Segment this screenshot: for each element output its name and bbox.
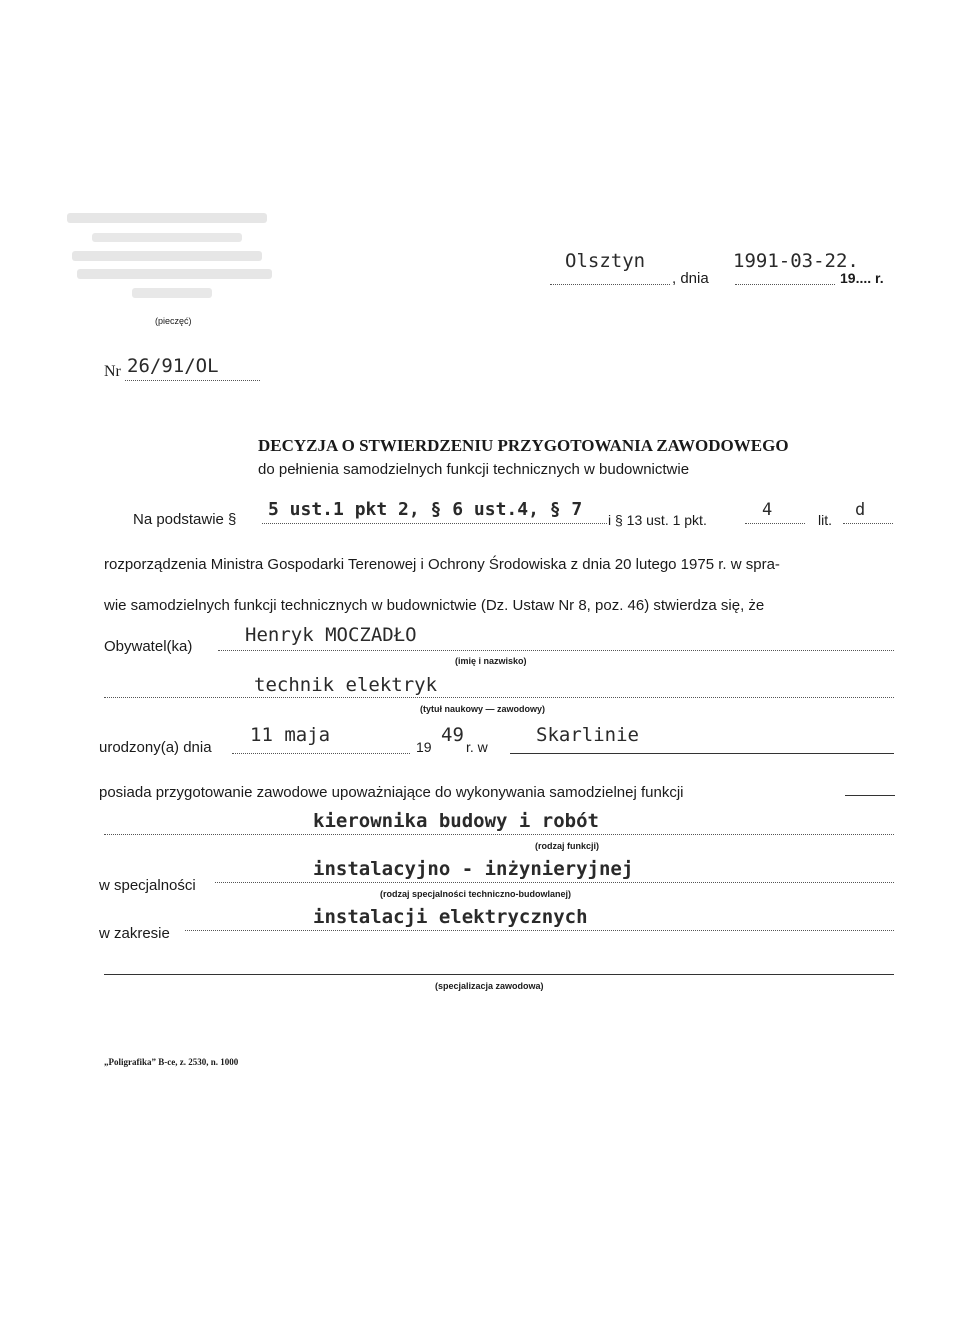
basis-label: Na podstawie § [133,511,237,528]
speciality-label: w specjalności [99,877,196,894]
basis-lit-value: d [855,500,866,520]
number-dotted-line [125,380,260,381]
place-prefix: r. w [466,739,488,755]
function-dotted-line [104,834,894,835]
basis-pkt-value: 4 [762,500,773,520]
basis-typed-value: 5 ust.1 pkt 2, § 6 ust.4, § 7 [268,499,583,520]
body-line-2: wie samodzielnych funkcji technicznych w budownictwie (Dz. Ustaw Nr 8, poz. 46) stwierdza się, że [104,597,765,614]
scope-caption: (specjalizacja zawodowa) [435,981,544,991]
title-dotted-line [104,697,894,698]
number-value: 26/91/OL [127,355,219,377]
citizen-label: Obywatel(ka) [104,638,193,655]
born-year: 49 [441,724,464,746]
lit-dotted-line [843,523,893,524]
born-date-dotted-line [232,753,410,754]
place-value: Olsztyn [565,250,646,272]
intro-line [845,795,895,796]
basis-mid-text: i § 13 ust. 1 pkt. [608,512,707,528]
qualification-intro: posiada przygotowanie zawodowe upoważniające do wykonywania samodzielnej funkcji [99,784,684,801]
speciality-value: instalacyjno - inżynieryjnej [313,858,634,880]
document-title: DECYZJA O STWIERDZENIU PRZYGOTOWANIA ZAWODOWEGO [258,436,789,455]
name-caption: (imię i nazwisko) [455,656,527,666]
document-subtitle: do pełnienia samodzielnych funkcji technicznych w budownictwie [258,461,690,478]
pkt-dotted-line [745,523,805,524]
scope-value: instalacji elektrycznych [313,906,588,928]
body-line-1: rozporządzenia Ministra Gospodarki Terenowej i Ochrony Środowiska z dnia 20 lutego 1975 r. w spra- [104,556,780,573]
basis-dotted-line [262,523,607,524]
born-place: Skarlinie [536,724,639,746]
year-prefix: 19 [416,739,432,755]
stamp-graphic [62,205,282,310]
name-dotted-line [218,650,894,651]
speciality-dotted-line [215,882,894,883]
stamp-impression [62,205,282,310]
date-value: 1991-03-22. [733,250,859,272]
function-caption: (rodzaj funkcji) [535,841,600,851]
basis-lit-label: lit. [818,512,832,528]
scope-dotted-line [185,930,894,931]
born-label: urodzony(a) dnia [99,739,212,756]
born-place-line [510,753,894,754]
printer-imprint: „Poligrafika” B-ce, z. 2530, n. 1000 [104,1057,239,1067]
year-suffix: 19.... r. [840,270,884,286]
stamp-caption: (pieczęć) [155,316,192,326]
title-caption: (tytuł naukowy — zawodowy) [420,704,546,714]
speciality-caption: (rodzaj specjalności techniczno-budowlanej) [380,889,572,899]
born-date: 11 maja [250,724,331,746]
citizen-name: Henryk MOCZADŁO [245,624,417,646]
function-value: kierownika budowy i robót [313,810,599,832]
number-prefix: Nr [104,363,121,380]
professional-title: technik elektryk [254,674,438,696]
date-label: , dnia [672,270,709,287]
place-dotted-line [550,284,670,285]
specialisation-line [104,974,894,975]
scope-label: w zakresie [99,925,170,942]
date-dotted-line [735,284,835,285]
